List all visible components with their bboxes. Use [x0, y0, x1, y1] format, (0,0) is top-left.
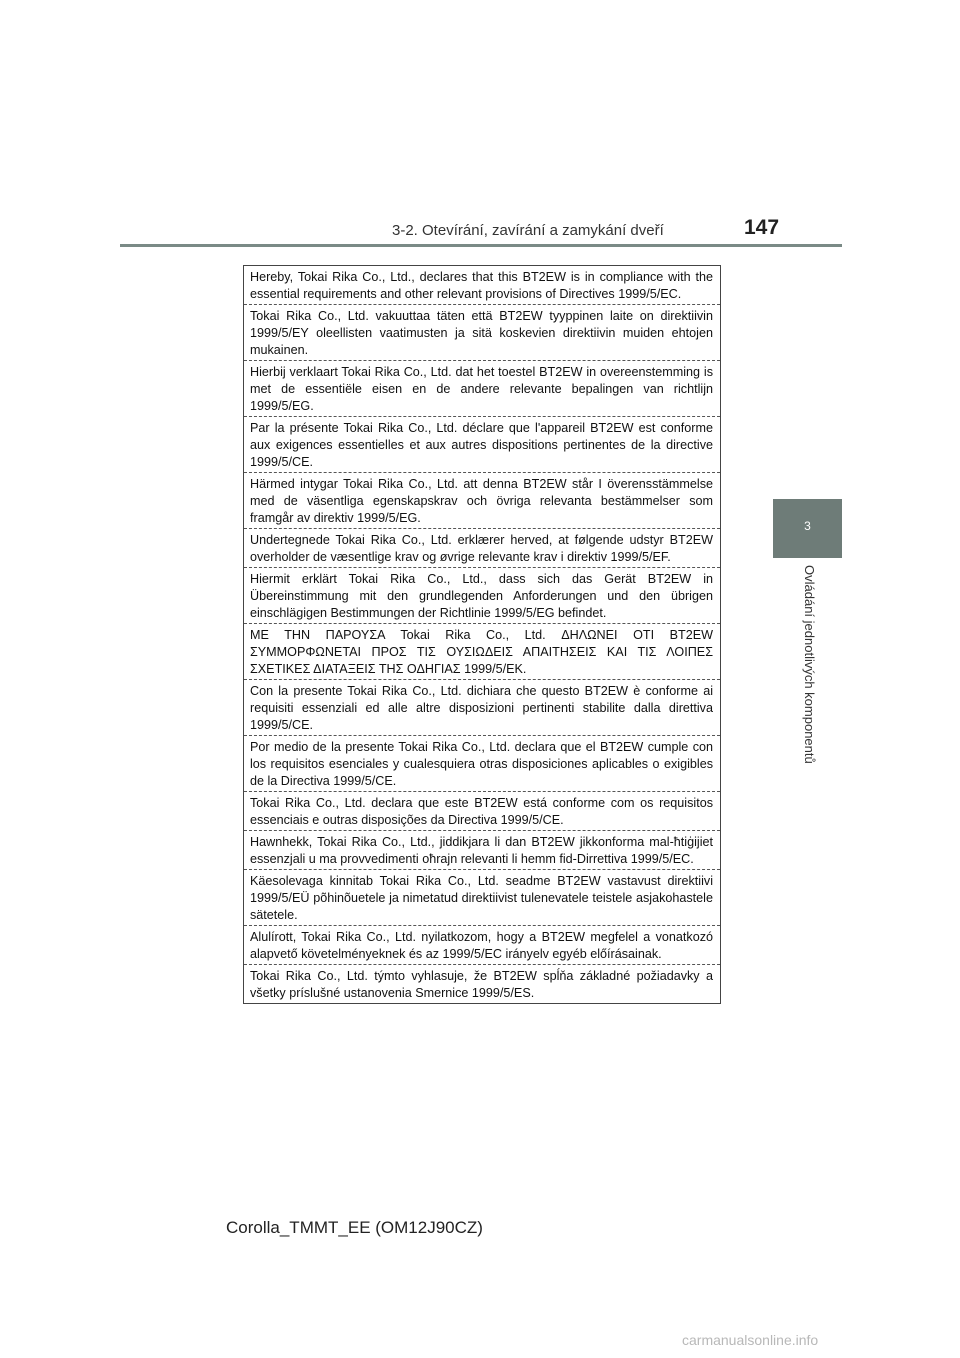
declaration-row-estonian: Käesolevaga kinnitab Tokai Rika Co., Ltd. seadme BT2EW vastavust direktiivi 1999/5/EÜ põhinõuetele ja nimetatud direktiivist tulenevatele teistele asjakohastele sätetele. [244, 870, 720, 926]
declarations-table [243, 265, 721, 1004]
declaration-row-slovak: Tokai Rika Co., Ltd. týmto vyhlasuje, že BT2EW spĺňa základné požiadavky a všetky príslušné ustanovenia Smernice 1999/5/ES. [250, 969, 713, 1000]
declaration-row-hungarian: Alulírott, Tokai Rika Co., Ltd. nyilatkozom, hogy a BT2EW megfelel a vonatkozó alapvető követelményeknek és az 1999/5/EC irányelv egyéb előírásainak. [244, 926, 720, 965]
watermark: carmanualsonline.info [682, 1332, 819, 1348]
declaration-row-swedish: Härmed intygar Tokai Rika Co., Ltd. att denna BT2EW står I överensstämmelse med de väsentliga egenskapskrav och övriga relevanta bestämmelser som framgår av direktiv 1999/5/EG. [244, 473, 720, 529]
declaration-row-danish: Undertegnede Tokai Rika Co., Ltd. erklærer herved, at følgende udstyr BT2EW overholder de væsentlige krav og øvrige relevante krav i direktiv 1999/5/EF. [244, 529, 720, 568]
chapter-number: 3 [804, 519, 811, 533]
declaration-row-italian: Con la presente Tokai Rika Co., Ltd. dichiara che questo BT2EW è conforme ai requisiti essenziali ed alle altre disposizioni pertinenti stabilite dalla direttiva 1999/5/CE. [244, 680, 720, 736]
declaration-row-dutch: Hierbij verklaart Tokai Rika Co., Ltd. dat het toestel BT2EW in overeenstemming is met de essentiële eisen en de andere relevante bepalingen van richtlijn 1999/5/EG. [244, 361, 720, 417]
page-number: 147 [744, 216, 780, 239]
declaration-row-spanish: Por medio de la presente Tokai Rika Co., Ltd. declara que el BT2EW cumple con los requisitos esenciales y cualesquiera otras disposiciones aplicables o exigibles de la Directiva 1999/5/CE. [244, 736, 720, 792]
declaration-row-german: Hiermit erklärt Tokai Rika Co., Ltd., dass sich das Gerät BT2EW in Übereinstimmung mit den grundlegenden Anforderungen und den übrigen einschlägigen Bestimmungen der Richtlinie 1999/5/EG befindet. [244, 568, 720, 624]
header-rule [120, 244, 842, 247]
declaration-row-finnish: Tokai Rika Co., Ltd. vakuuttaa täten että BT2EW tyyppinen laite on direktiivin 1999/5/EY oleellisten vaatimusten ja sitä koskevien direktiivin muiden ehtojen mukainen. [244, 305, 720, 361]
declaration-row-maltese: Hawnhekk, Tokai Rika Co., Ltd., jiddikjara li dan BT2EW jikkonforma mal-ħtiġijiet essenzjali u ma provvedimenti oħrajn relevanti li hemm fid-Dirrettiva 1999/5/EC. [244, 831, 720, 870]
section-title: 3-2. Otevírání, zavírání a zamykání dveří [392, 222, 664, 239]
declaration-row-french: Par la présente Tokai Rika Co., Ltd. déclare que l'appareil BT2EW est conforme aux exigences essentielles et aux autres dispositions pertinentes de la directive 1999/5/CE. [244, 417, 720, 473]
chapter-tab [773, 499, 842, 558]
chapter-title: Ovládání jednotlivých komponentů [802, 565, 817, 764]
declaration-row-greek: ΜΕ ΤΗΝ ΠΑΡΟΥΣΑ Tokai Rika Co., Ltd. ΔΗΛΩΝΕΙ ΟΤΙ BT2EW ΣΥΜΜΟΡΦΩΝΕΤΑΙ ΠΡΟΣ ΤΙΣ ΟΥΣΙΩΔΕΙΣ ΑΠΑΙΤΗΣΕΙΣ ΚΑΙ ΤΙΣ ΛΟΙΠΕΣ ΣΧΕΤΙΚΕΣ ΔΙΑΤΑΞΕΙΣ ΤΗΣ ΟΔΗΓΙΑΣ 1999/5/ΕΚ. [244, 624, 720, 680]
page-header [0, 0, 960, 250]
declaration-row-english: Hereby, Tokai Rika Co., Ltd., declares that this BT2EW is in compliance with the essential requirements and other relevant provisions of Directives 1999/5/EC. [244, 266, 720, 305]
footer-model: Corolla_TMMT_EE (OM12J90CZ) [226, 1218, 483, 1237]
declaration-row-portuguese: Tokai Rika Co., Ltd. declara que este BT2EW está conforme com os requisitos essenciais e outras disposições da Directiva 1999/5/CE. [244, 792, 720, 831]
